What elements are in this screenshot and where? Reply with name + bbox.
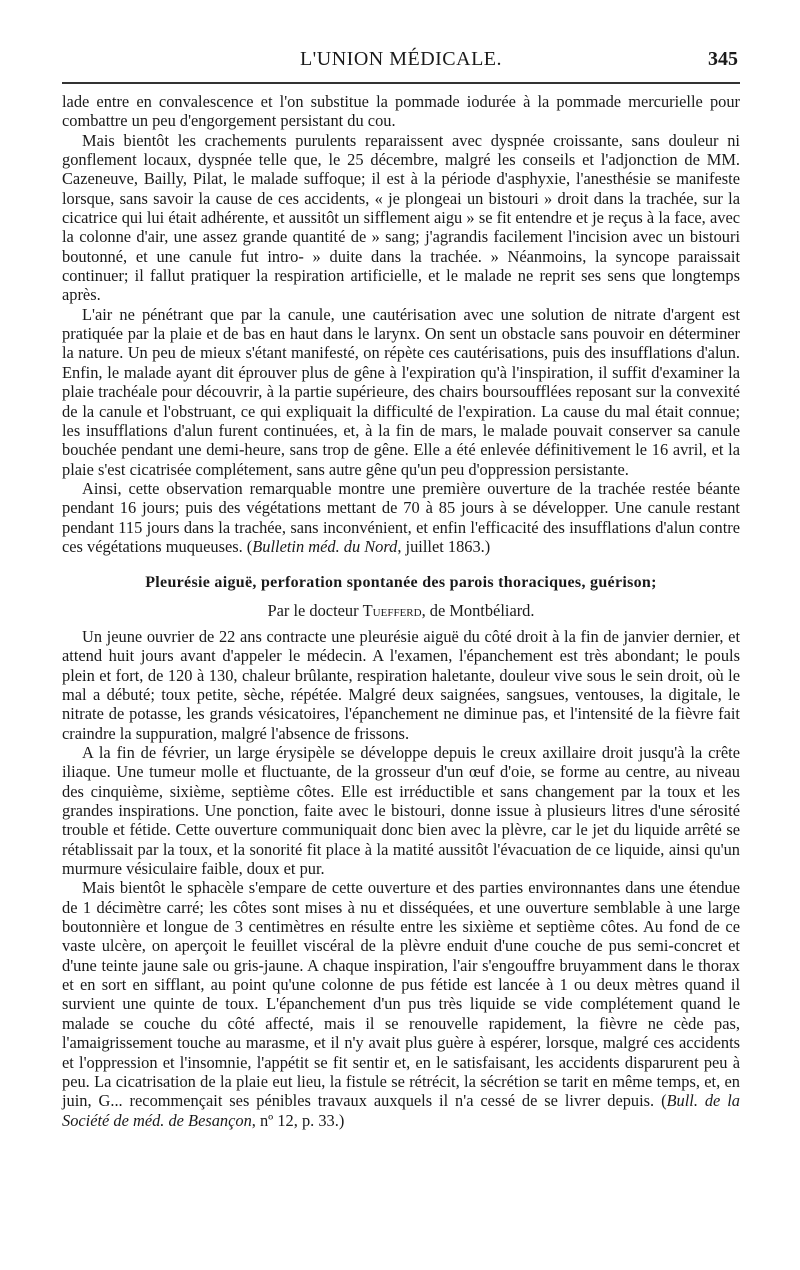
author-name: Tuefferd bbox=[362, 600, 422, 620]
paragraph-text: Ainsi, cette observation remarquable montre une première ouverture de la trachée restée béante pendant 16 jours; puis des végétations mettant de 70 à 85 jours à se développer. Une canule restant pendant 115 jours dans la trachée, sans inconvénient, et enfin l'efficacité des insufflations d'alun contre ces végétations muqueuses. ( bbox=[62, 478, 740, 556]
paragraph-final bbox=[62, 878, 740, 1129]
byline-prefix: Par le docteur bbox=[267, 600, 363, 620]
page-number: 345 bbox=[708, 48, 738, 70]
running-title: L'UNION MÉDICALE. bbox=[299, 48, 503, 70]
citation-source: Bull. de la Société de méd. de Besançon bbox=[62, 1091, 740, 1130]
paragraph-text: Mais bientôt le sphacèle s'empare de cette ouverture et des parties environnantes dans une étendue de 1 décimètre carré; les côtes sont mises à nu et disséquées, et une ouverture semblable à une large boutonnière et longue de 3 centimètres en résulte entre les sixième et septième côtes. Au fond de ce vaste ulcère, on aperçoit le feuillet viscéral de la plèvre enduit d'une couche de pus semi-concret et d'une teinte jaune sale ou gris-jaune. A chaque inspiration, l'air s'engouffre bruyamment dans le thorax et en sort en sifflant, au point qu'une colonne de pus fétide est lancée à 1 ou deux mètres quand il survient une quinte de toux. L'épanchement d'un pus très liquide se vide complétement quand le malade se couche du côté affecté, mais il se renouvelle rapidement, la fièvre ne cède pas, l'amaigrissement touche au marasme, et il n'y avait plus guère à espérer, lorsque, malgré ces accidents et l'oppression et l'insomnie, l'appétit se fit sentir et, en le satisfaisant, les accidents disparurent peu à peu. La cicatrisation de la plaie eut lieu, la fistule se rétrécit, la sécrétion se tarit en même temps, et, en juin, G... recommençait ses pénibles travaux auxquels il n'a cessé de se livrer depuis. ( bbox=[62, 878, 740, 1111]
paragraph-conclusion bbox=[62, 479, 740, 556]
article-body bbox=[62, 92, 740, 1130]
citation-ref: , nº 12, p. 33.) bbox=[251, 1110, 345, 1130]
header-rule bbox=[62, 82, 740, 84]
citation-date: , juillet 1863.) bbox=[397, 536, 491, 556]
paragraph: L'air ne pénétrant que par la canule, une cautérisation avec une solution de nitrate d'argent est pratiquée par la plaie et de bas en haut dans le larynx. On sent un obstacle sans pouvoir en déterminer la nature. Un peu de mieux s'étant manifesté, on répète ces cautérisations, puis des insufflations d'alun. Enfin, le malade ayant dit éprouver plus de gêne à l'expiration qu'à l'inspiration, il suffit d'examiner la plaie trachéale pour découvrir, à la partie supérieure, des chairs boursoufflées reposant sur la convexité de la canule et l'obstruant, ce qui expliquait la difficulté de l'expiration. La cause du mal était connue; les insufflations d'alun furent continuées, et, à la fin de mars, le malade pouvait conserver sa canule bouchée pendant une demi-heure, sans trop de gêne. Elle a été enlevée définitivement le 16 avril, et la plaie s'est cicatrisée complétement, sans autre gêne qu'un peu d'oppression persistante. bbox=[62, 304, 740, 479]
byline-place: , de Montbéliard. bbox=[421, 600, 535, 620]
section-title: Pleurésie aiguë, perforation spontanée des parois thoraciques, guérison; bbox=[145, 574, 657, 592]
paragraph: A la fin de février, un large érysipèle se développe depuis le creux axillaire droit jusqu'à la crête iliaque. Une tumeur molle et fluctuante, de la grosseur d'un œuf d'oie, se forme au centre, au niveau des cinquième, sixième, septième côtes. Elle est irréductible et sans changement par la toux et les grandes inspirations. Une ponction, faite avec le bistouri, donne issue à plusieurs litres d'une sérosité trouble et fétide. Cette ouverture communiquait donc bien avec la plèvre, car le jet du liquide arrêté se rétablissait par la toux, et la sonorité fit place à la matité aussitôt l'évacuation de ce liquide, ainsi qu'un murmure vésiculaire faible, doux et pur. bbox=[62, 743, 740, 879]
paragraph: Un jeune ouvrier de 22 ans contracte une pleurésie aiguë du côté droit à la fin de janvier dernier, et attend huit jours avant d'appeler le médecin. A l'examen, l'épanchement est très abondant; le pouls plein et fort, de 120 à 130, chaleur brûlante, respiration haletante, douleur vive sous le sein droit, où le mal a débuté; toux petite, sèche, répétée. Malgré deux saignées, sangsues, ventouses, la digitale, le nitrate de potasse, les grands vésicatoires, l'épanchement ne diminue pas, et l'intensité de la fièvre fait craindre la suppuration, malgré l'absence de frissons. bbox=[62, 626, 740, 743]
paragraph-continuation: lade entre en convalescence et l'on substitue la pommade iodurée à la pommade mercurielle pour combattre un peu d'engorgement persistant du cou. bbox=[62, 92, 740, 131]
citation-source: Bulletin méd. du Nord bbox=[252, 536, 398, 556]
paragraph: Mais bientôt les crachements purulents reparaissent avec dyspnée croissante, sans douleur ni gonflement locaux, dyspnée telle que, le 25 décembre, malgré les conseils et l'adjonction de MM. Cazeneuve, Bailly, Pilat, le malade suffoque; il est à la période d'asphyxie, l'anesthésie se manifeste lorsque, sans savoir la cause de ces accidents, « je plongeai un bistouri » droit dans la trachée, sur la cicatrice qui lui était adhérente, et aussitôt un sifflement aigu » se fit entendre et je reçus à la face, avec la colonne d'air, une assez grande quantité de » sang; j'agrandis facilement l'incision avec un bistouri boutonné, et une canule fut intro- » duite dans la trachée. » Néanmoins, la syncope paraissait continuer; il fallut pratiquer la respiration artificielle, et le malade ne reprit ses sens que longtemps après. bbox=[62, 130, 740, 305]
byline bbox=[62, 601, 740, 620]
page-header bbox=[62, 48, 740, 78]
